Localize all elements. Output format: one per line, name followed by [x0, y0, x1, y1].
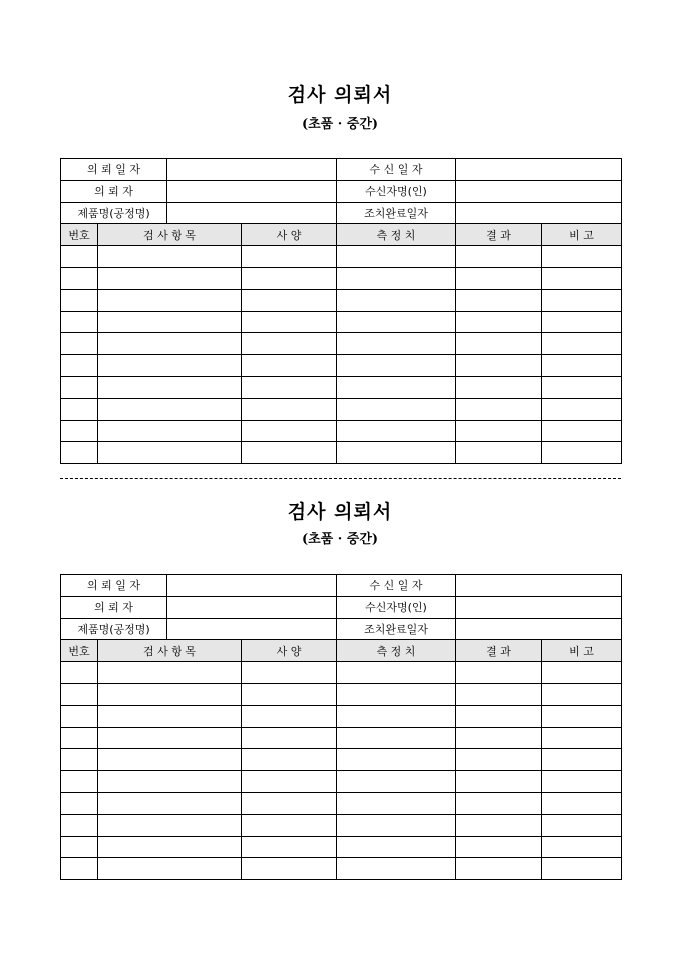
table-row [61, 683, 622, 705]
spec-cell[interactable] [242, 398, 337, 420]
table-row [61, 792, 622, 814]
remarks-cell[interactable] [542, 771, 622, 793]
table-row [61, 398, 622, 420]
spec-cell[interactable] [242, 246, 337, 268]
item-cell[interactable] [98, 311, 242, 333]
result-cell[interactable] [456, 442, 542, 464]
item-cell[interactable] [98, 683, 242, 705]
remarks-cell[interactable] [542, 311, 622, 333]
remarks-cell[interactable] [542, 420, 622, 442]
number-cell[interactable] [61, 727, 98, 749]
col-header-spec: 사 양 [242, 640, 337, 662]
number-cell[interactable] [61, 333, 98, 355]
result-cell[interactable] [456, 836, 542, 858]
spec-cell[interactable] [242, 771, 337, 793]
spec-cell[interactable] [242, 836, 337, 858]
col-header-result: 결 과 [456, 640, 542, 662]
receiver-field[interactable] [456, 596, 622, 618]
col-header-remarks: 비 고 [542, 640, 622, 662]
measurement-cell[interactable] [337, 792, 456, 814]
measurement-cell[interactable] [337, 858, 456, 880]
table-row [61, 376, 622, 398]
product-label: 제품명(공정명) [61, 202, 167, 224]
completion-date-label: 조치완료일자 [337, 618, 456, 640]
form-1-rows [61, 246, 622, 464]
measurement-cell[interactable] [337, 311, 456, 333]
spec-cell[interactable] [242, 727, 337, 749]
spec-cell[interactable] [242, 705, 337, 727]
spec-cell[interactable] [242, 814, 337, 836]
info-row [61, 202, 622, 224]
form-2-table [60, 574, 622, 880]
remarks-cell[interactable] [542, 246, 622, 268]
item-cell[interactable] [98, 420, 242, 442]
receive-date-field[interactable] [456, 159, 622, 181]
form-1-title: 검사 의뢰서 [287, 84, 393, 106]
remarks-cell[interactable] [542, 749, 622, 771]
result-cell[interactable] [456, 662, 542, 684]
column-header-row [61, 224, 622, 246]
measurement-cell[interactable] [337, 705, 456, 727]
remarks-cell[interactable] [542, 267, 622, 289]
form-2-rows [61, 662, 622, 880]
item-cell[interactable] [98, 814, 242, 836]
measurement-cell[interactable] [337, 267, 456, 289]
info-row [61, 596, 622, 618]
item-cell[interactable] [98, 662, 242, 684]
remarks-cell[interactable] [542, 705, 622, 727]
col-header-measurement: 측 정 치 [337, 640, 456, 662]
table-row [61, 267, 622, 289]
table-row [61, 420, 622, 442]
number-cell[interactable] [61, 749, 98, 771]
table-row [61, 442, 622, 464]
cut-line [60, 478, 621, 479]
number-cell[interactable] [61, 420, 98, 442]
receive-date-label: 수 신 일 자 [337, 575, 456, 597]
request-date-label: 의 뢰 일 자 [61, 159, 167, 181]
info-row [61, 575, 622, 597]
remarks-cell[interactable] [542, 858, 622, 880]
item-cell[interactable] [98, 705, 242, 727]
measurement-cell[interactable] [337, 727, 456, 749]
number-cell[interactable] [61, 771, 98, 793]
completion-date-field[interactable] [456, 202, 622, 224]
measurement-cell[interactable] [337, 771, 456, 793]
spec-cell[interactable] [242, 311, 337, 333]
number-cell[interactable] [61, 662, 98, 684]
item-cell[interactable] [98, 858, 242, 880]
table-row [61, 771, 622, 793]
result-cell[interactable] [456, 420, 542, 442]
item-cell[interactable] [98, 267, 242, 289]
table-row [61, 333, 622, 355]
item-cell[interactable] [98, 398, 242, 420]
spec-cell[interactable] [242, 289, 337, 311]
receiver-label: 수신자명(인) [337, 596, 456, 618]
number-cell[interactable] [61, 814, 98, 836]
number-cell[interactable] [61, 289, 98, 311]
receiver-field[interactable] [456, 180, 622, 202]
result-cell[interactable] [456, 749, 542, 771]
completion-date-field[interactable] [456, 618, 622, 640]
spec-cell[interactable] [242, 355, 337, 377]
result-cell[interactable] [456, 376, 542, 398]
remarks-cell[interactable] [542, 727, 622, 749]
requester-label: 의 뢰 자 [61, 596, 167, 618]
remarks-cell[interactable] [542, 442, 622, 464]
info-row [61, 159, 622, 181]
col-header-measurement: 측 정 치 [337, 224, 456, 246]
info-row [61, 180, 622, 202]
form-2-title: 검사 의뢰서 [287, 501, 393, 523]
result-cell[interactable] [456, 683, 542, 705]
requester-field[interactable] [167, 596, 337, 618]
table-row [61, 727, 622, 749]
number-cell[interactable] [61, 398, 98, 420]
result-cell[interactable] [456, 727, 542, 749]
col-header-result: 결 과 [456, 224, 542, 246]
measurement-cell[interactable] [337, 398, 456, 420]
item-cell[interactable] [98, 771, 242, 793]
product-field[interactable] [167, 202, 337, 224]
item-cell[interactable] [98, 792, 242, 814]
number-cell[interactable] [61, 246, 98, 268]
remarks-cell[interactable] [542, 376, 622, 398]
remarks-cell[interactable] [542, 683, 622, 705]
item-cell[interactable] [98, 333, 242, 355]
result-cell[interactable] [456, 771, 542, 793]
form-1-table [60, 158, 622, 464]
receive-date-label: 수 신 일 자 [337, 159, 456, 181]
spec-cell[interactable] [242, 792, 337, 814]
measurement-cell[interactable] [337, 376, 456, 398]
result-cell[interactable] [456, 289, 542, 311]
item-cell[interactable] [98, 289, 242, 311]
request-date-field[interactable] [167, 575, 337, 597]
number-cell[interactable] [61, 792, 98, 814]
remarks-cell[interactable] [542, 836, 622, 858]
result-cell[interactable] [456, 398, 542, 420]
measurement-cell[interactable] [337, 662, 456, 684]
spec-cell[interactable] [242, 858, 337, 880]
receiver-label: 수신자명(인) [337, 180, 456, 202]
remarks-cell[interactable] [542, 792, 622, 814]
table-row [61, 858, 622, 880]
measurement-cell[interactable] [337, 355, 456, 377]
product-field[interactable] [167, 618, 337, 640]
remarks-cell[interactable] [542, 814, 622, 836]
col-header-item: 검 사 항 목 [98, 640, 242, 662]
spec-cell[interactable] [242, 267, 337, 289]
spec-cell[interactable] [242, 376, 337, 398]
number-cell[interactable] [61, 311, 98, 333]
col-header-spec: 사 양 [242, 224, 337, 246]
col-header-number: 번호 [61, 224, 98, 246]
number-cell[interactable] [61, 442, 98, 464]
requester-field[interactable] [167, 180, 337, 202]
table-row [61, 705, 622, 727]
item-cell[interactable] [98, 442, 242, 464]
spec-cell[interactable] [242, 442, 337, 464]
number-cell[interactable] [61, 355, 98, 377]
number-cell[interactable] [61, 376, 98, 398]
number-cell[interactable] [61, 705, 98, 727]
item-cell[interactable] [98, 749, 242, 771]
result-cell[interactable] [456, 792, 542, 814]
spec-cell[interactable] [242, 662, 337, 684]
table-row [61, 749, 622, 771]
measurement-cell[interactable] [337, 814, 456, 836]
result-cell[interactable] [456, 814, 542, 836]
measurement-cell[interactable] [337, 289, 456, 311]
measurement-cell[interactable] [337, 442, 456, 464]
request-date-label: 의 뢰 일 자 [61, 575, 167, 597]
form-2-subtitle: (초품 · 중간) [301, 532, 379, 547]
receive-date-field[interactable] [456, 575, 622, 597]
item-cell[interactable] [98, 376, 242, 398]
spec-cell[interactable] [242, 683, 337, 705]
table-row [61, 246, 622, 268]
result-cell[interactable] [456, 267, 542, 289]
measurement-cell[interactable] [337, 333, 456, 355]
measurement-cell[interactable] [337, 749, 456, 771]
spec-cell[interactable] [242, 749, 337, 771]
info-row [61, 618, 622, 640]
table-row [61, 289, 622, 311]
table-row [61, 662, 622, 684]
measurement-cell[interactable] [337, 683, 456, 705]
item-cell[interactable] [98, 246, 242, 268]
remarks-cell[interactable] [542, 355, 622, 377]
table-row [61, 814, 622, 836]
number-cell[interactable] [61, 836, 98, 858]
table-row [61, 355, 622, 377]
item-cell[interactable] [98, 836, 242, 858]
number-cell[interactable] [61, 683, 98, 705]
result-cell[interactable] [456, 355, 542, 377]
requester-label: 의 뢰 자 [61, 180, 167, 202]
remarks-cell[interactable] [542, 289, 622, 311]
remarks-cell[interactable] [542, 333, 622, 355]
result-cell[interactable] [456, 333, 542, 355]
measurement-cell[interactable] [337, 420, 456, 442]
request-date-field[interactable] [167, 159, 337, 181]
measurement-cell[interactable] [337, 836, 456, 858]
remarks-cell[interactable] [542, 662, 622, 684]
col-header-number: 번호 [61, 640, 98, 662]
number-cell[interactable] [61, 267, 98, 289]
number-cell[interactable] [61, 858, 98, 880]
column-header-row [61, 640, 622, 662]
form-1-subtitle: (초품 · 중간) [301, 117, 379, 132]
product-label: 제품명(공정명) [61, 618, 167, 640]
spec-cell[interactable] [242, 420, 337, 442]
result-cell[interactable] [456, 858, 542, 880]
table-row [61, 836, 622, 858]
col-header-item: 검 사 항 목 [98, 224, 242, 246]
table-row [61, 311, 622, 333]
col-header-remarks: 비 고 [542, 224, 622, 246]
result-cell[interactable] [456, 311, 542, 333]
spec-cell[interactable] [242, 333, 337, 355]
remarks-cell[interactable] [542, 398, 622, 420]
result-cell[interactable] [456, 705, 542, 727]
item-cell[interactable] [98, 727, 242, 749]
measurement-cell[interactable] [337, 246, 456, 268]
result-cell[interactable] [456, 246, 542, 268]
item-cell[interactable] [98, 355, 242, 377]
completion-date-label: 조치완료일자 [337, 202, 456, 224]
